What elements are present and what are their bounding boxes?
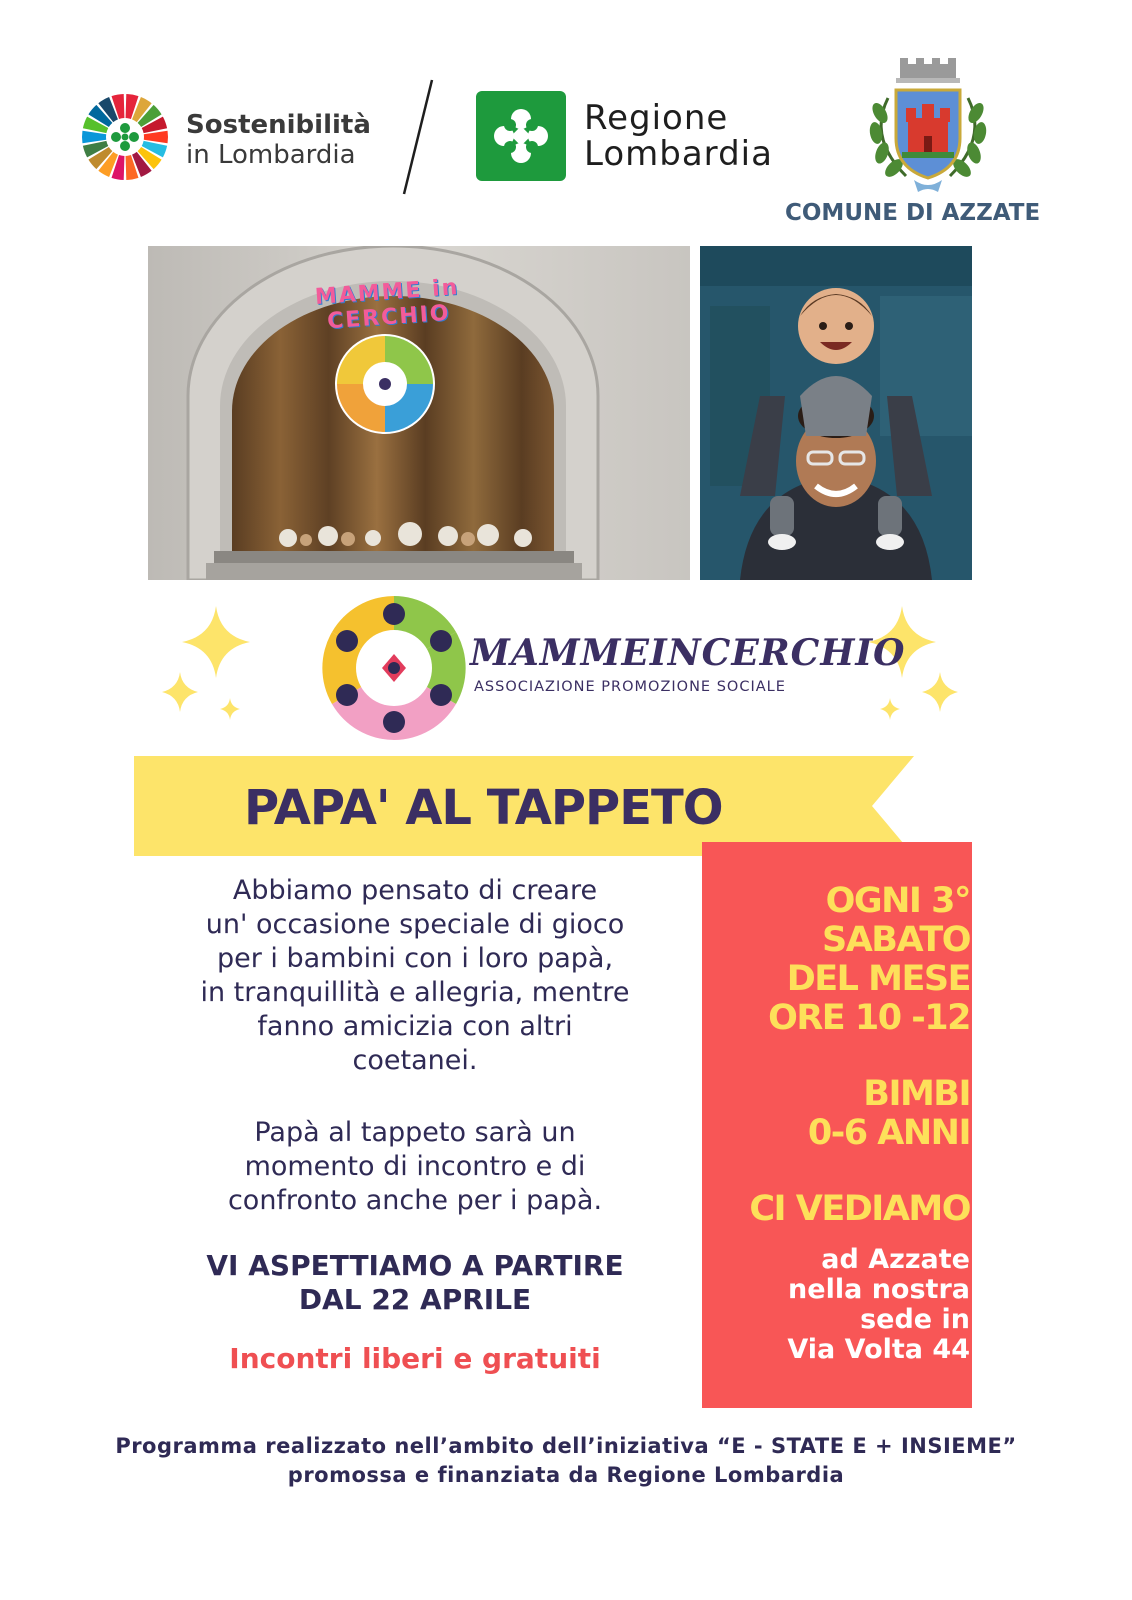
schedule-line: ORE 10 -12 <box>768 998 970 1038</box>
intro-line: coetanei. <box>352 1045 478 1076</box>
age-line: BIMBI <box>863 1074 970 1114</box>
location-line: nella nostra <box>788 1274 970 1305</box>
father-child-photo <box>700 246 972 580</box>
cta-line: VI ASPETTIAMO A PARTIRE <box>206 1249 624 1282</box>
sdg-ring-segment <box>82 131 106 143</box>
intro-line: Abbiamo pensato di creare <box>232 875 598 906</box>
schedule-line: SABATO <box>822 920 970 960</box>
location-line: Via Volta 44 <box>787 1334 970 1365</box>
shop-window-photo <box>148 246 690 580</box>
sparkles-left-icon <box>156 606 266 726</box>
event-title: PAPA' AL TAPPETO <box>244 780 723 836</box>
free-meetings-note: Incontri liberi e gratuiti <box>229 1342 601 1375</box>
intro-line: un' occasione speciale di gioco <box>205 909 625 940</box>
divider-slash <box>400 78 436 196</box>
sostenibilita-line1: Sostenibilità <box>186 110 371 140</box>
intro-line: in tranquillità e allegria, mentre <box>200 977 630 1008</box>
start-date-callout <box>150 1249 680 1317</box>
footer-credits <box>0 1432 1132 1490</box>
schedule-line: OGNI 3° <box>825 881 970 921</box>
intro-paragraph <box>150 874 680 1078</box>
location-line: ad Azzate <box>821 1244 970 1275</box>
regione-line1: Regione <box>584 98 729 138</box>
association-subtitle: ASSOCIAZIONE PROMOZIONE SOCIALE <box>474 679 786 695</box>
regione-wordmark <box>584 100 773 172</box>
regione-line2: Lombardia <box>584 134 773 174</box>
schedule-block <box>768 882 970 1038</box>
second-paragraph <box>150 1116 680 1218</box>
sostenibilita-logo-icon <box>80 92 170 182</box>
age-block <box>808 1075 970 1153</box>
sostenibilita-wordmark <box>186 110 371 170</box>
regione-lombardia-logo-icon <box>476 91 566 181</box>
location-line: sede in <box>860 1304 970 1335</box>
see-you-heading: CI VEDIAMO <box>749 1189 970 1229</box>
comune-crest-icon <box>858 58 998 198</box>
second-line: momento di incontro e di <box>244 1151 586 1182</box>
mamme-in-cerchio-logo-icon <box>320 594 468 742</box>
intro-line: fanno amicizia con altri <box>257 1011 573 1042</box>
footer-line: promossa e finanziata da Regione Lombardia <box>287 1463 845 1487</box>
footer-line: Programma realizzato nell’ambito dell’iniziativa “E - STATE E + INSIEME” <box>115 1434 1017 1458</box>
location-block <box>787 1245 970 1365</box>
age-line: 0-6 ANNI <box>807 1113 970 1153</box>
second-line: confronto anche per i papà. <box>227 1185 603 1216</box>
intro-line: per i bambini con i loro papà, <box>216 943 614 974</box>
window-sign-text: MAMME in CERCHIO <box>314 275 461 335</box>
schedule-line: DEL MESE <box>786 959 970 999</box>
sostenibilita-line2: in Lombardia <box>186 140 356 170</box>
cta-line: DAL 22 APRILE <box>298 1283 532 1316</box>
sdg-ring-segment <box>144 131 168 143</box>
second-line: Papà al tappeto sarà un <box>254 1117 576 1148</box>
comune-label: COMUNE DI AZZATE <box>785 200 1041 226</box>
association-name: MAMMEINCERCHIO <box>470 632 906 674</box>
